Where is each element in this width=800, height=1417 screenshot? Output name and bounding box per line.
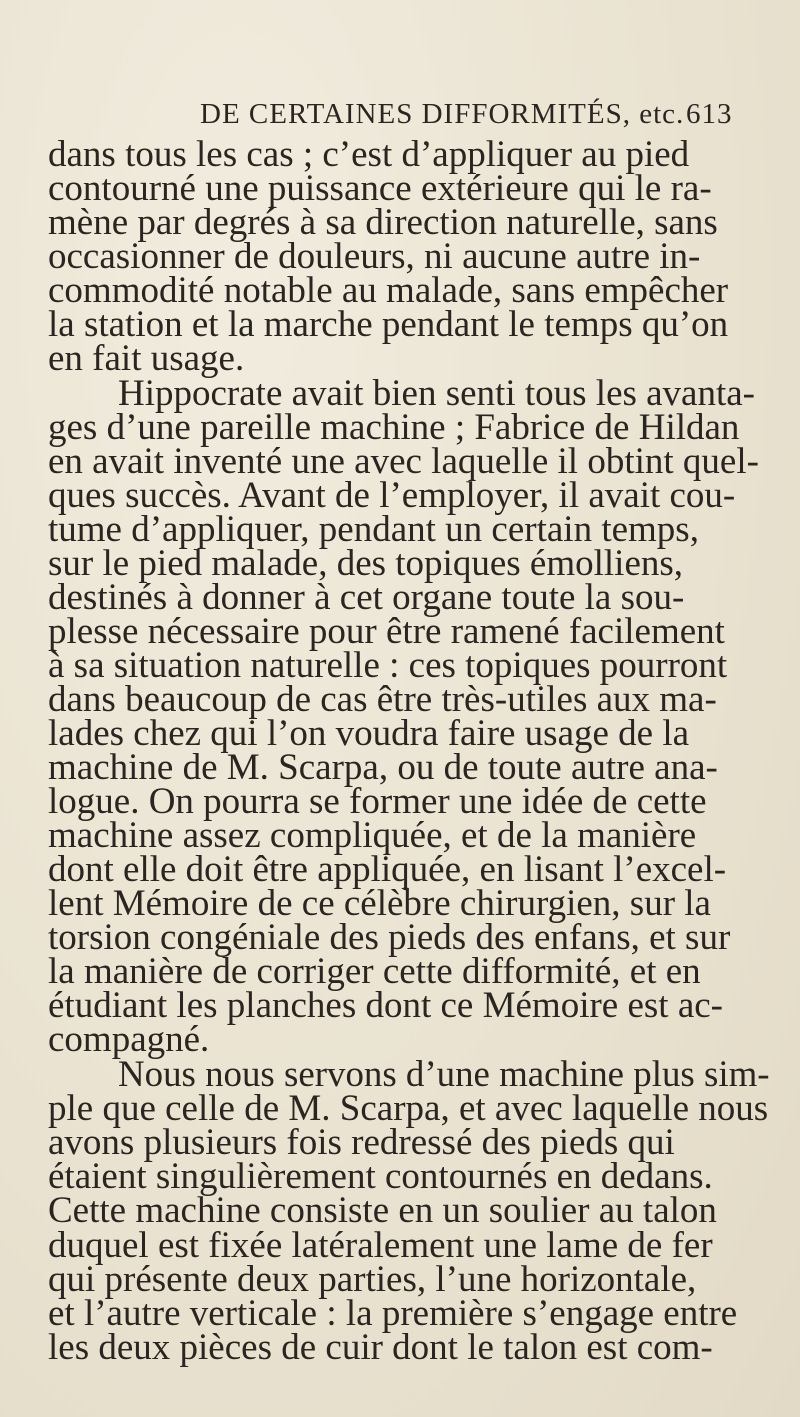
text-line: contourné une puissance extérieure qui le ra-	[48, 168, 712, 210]
text-line: mène par degrés à sa direction naturelle, sans	[48, 202, 718, 244]
text-line: occasionner de douleurs, ni aucune autre in-	[48, 236, 701, 278]
text-line: ques succès. Avant de l’employer, il avait cou-	[48, 474, 736, 516]
text-line: ges d’une pareille machine ; Fabrice de Hildan	[48, 406, 740, 448]
text-line: étaient singulièrement contournés en dedans.	[48, 1156, 713, 1198]
text-line: tume d’appliquer, pendant un certain temps,	[48, 508, 699, 550]
text-line: Hippocrate avait bien senti tous les avanta-	[118, 372, 756, 414]
text-line: étudiant les planches dont ce Mémoire est ac-	[48, 985, 723, 1027]
text-line: destinés à donner à cet organe toute la sou-	[48, 576, 685, 618]
running-head	[200, 98, 780, 138]
text-line: Nous nous servons d’une machine plus sim-	[118, 1054, 770, 1096]
text-line: dont elle doit être appliquée, en lisant l’excel-	[48, 849, 727, 891]
text-line: plesse nécessaire pour être ramené facilement	[48, 610, 725, 652]
text-line: dans beaucoup de cas être très-utiles aux ma-	[48, 678, 717, 720]
text-line: et l’autre verticale : la première s’engage entre	[48, 1292, 738, 1334]
text-line: ple que celle de M. Scarpa, et avec laquelle nous	[48, 1088, 769, 1130]
text-line: torsion congéniale des pieds des enfans, et sur	[48, 917, 731, 959]
page-number: 613	[686, 98, 733, 130]
text-line: machine de M. Scarpa, ou de toute autre ana-	[48, 747, 718, 789]
text-line: les deux pièces de cuir dont le talon est com-	[48, 1326, 713, 1368]
text-line: sur le pied malade, des topiques émolliens,	[48, 542, 684, 584]
text-line: Cette machine consiste en un soulier au talon	[48, 1190, 717, 1232]
text-line: qui présente deux parties, l’une horizontale,	[48, 1258, 697, 1300]
text-line: duquel est fixée latéralement une lame de fer	[48, 1224, 713, 1266]
text-line: machine assez compliquée, et de la manière	[48, 815, 697, 857]
text-line: la station et la marche pendant le temps qu’on	[48, 303, 729, 345]
text-line: en fait usage.	[48, 337, 245, 379]
text-line: lades chez qui l’on voudra faire usage de la	[48, 713, 690, 754]
text-line: commodité notable au malade, sans empêcher	[48, 269, 729, 311]
text-line: dans tous les cas ; c’est d’appliquer au pied	[48, 134, 690, 176]
text-line: logue. On pourra se former une idée de cette	[48, 781, 707, 823]
text-line: compagné.	[48, 1019, 210, 1061]
text-line: lent Mémoire de ce célèbre chirurgien, sur la	[48, 883, 711, 925]
text-line: avons plusieurs fois redressé des pieds qui	[48, 1122, 675, 1164]
text-line: la manière de corriger cette difformité, et en	[48, 951, 701, 993]
running-title: DE CERTAINES DIFFORMITÉS, etc.	[200, 98, 685, 130]
text-line: à sa situation naturelle : ces topiques pourront	[48, 644, 728, 686]
text-line: en avait inventé une avec laquelle il obtint quel-	[48, 440, 759, 482]
